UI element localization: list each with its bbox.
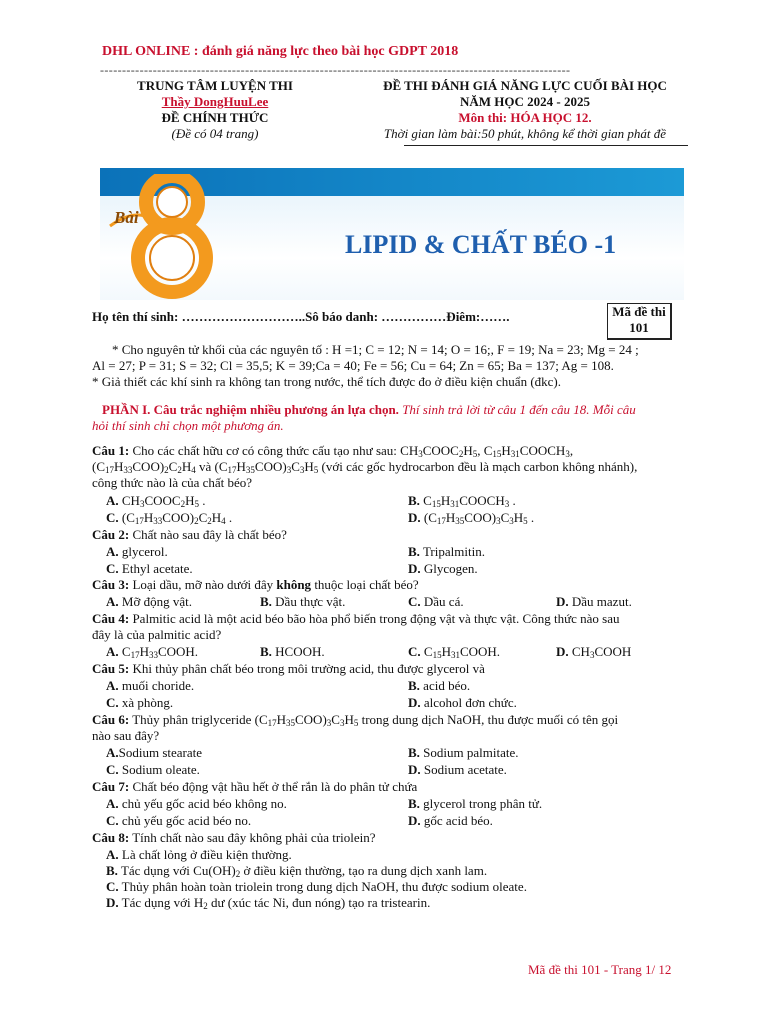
q4-option-b[interactable] <box>260 644 325 660</box>
question-1-line3: công thức nào là của chất béo? <box>92 475 253 490</box>
atomic-mass-line-1: * Cho nguyên tử khối của các nguyên tố : H =1; C = 12; N = 14; O = 16;, F = 19; Na = 23; Mg = 24 ; <box>112 342 639 357</box>
q2-option-d[interactable] <box>408 561 478 577</box>
gas-note: * Giả thiết các khí sinh ra không tan trong nước, thể tích được đo ở điều kiện chuẩn (đkc). <box>92 374 562 389</box>
opt-text: Sodium acetate. <box>423 762 507 777</box>
opt-letter: B. <box>106 863 118 878</box>
center-block <box>100 78 330 142</box>
opt-letter: B. <box>408 745 420 760</box>
q1-option-d[interactable]: D. $(C_{17}H_{35}COO)_3C_3H_5$ . <box>408 510 535 526</box>
opt-text: Là chất lỏng ở điều kiện thường. <box>121 847 292 862</box>
q6-text-2: trong dung dịch NaOH, thu được muối có tên gọi <box>361 712 619 727</box>
pages-note: (Đề có 04 trang) <box>171 126 259 141</box>
opt-letter: C. <box>408 594 421 609</box>
exam-code-box <box>607 303 672 340</box>
question-1-line2: $(C_{17}H_{33}COO)_2C_2H_4$ và $(C_{17}H_{35}COO)_3C_3H_5$ (với các gốc hydrocarbon đều là mạch carbon không nhánh), <box>92 459 638 475</box>
question-8 <box>92 830 376 846</box>
exam-code-value: 101 <box>629 320 649 335</box>
q5-option-b[interactable] <box>408 678 470 694</box>
q7-option-b[interactable] <box>408 796 542 812</box>
question-4-line2: đây là của palmitic acid? <box>92 627 222 642</box>
opt-text: Dầu thực vật. <box>275 594 346 609</box>
header-divider: ----------------------------------------------------------------------------------------------------------- <box>100 63 571 77</box>
q8-option-b[interactable]: B. Tác dụng với $Cu(OH)_2$ ở điều kiện thường, tạo ra dung dịch xanh lam. <box>106 863 488 879</box>
q8-option-c[interactable] <box>106 879 527 895</box>
opt-text: Thủy phân hoàn toàn triolein trong dung dịch NaOH, thu được sodium oleate. <box>121 879 527 894</box>
opt-letter: D. <box>408 762 421 777</box>
opt-letter: A. <box>106 493 119 508</box>
opt-letter: C. <box>106 510 119 525</box>
opt-letter: A. <box>106 644 119 659</box>
opt-letter: D. <box>556 644 569 659</box>
lesson-number-art <box>100 174 240 300</box>
opt-text: Sodium stearate <box>118 745 203 760</box>
official-label: ĐỀ CHÍNH THỨC <box>161 110 269 125</box>
question-7 <box>92 779 417 795</box>
question-3 <box>92 577 419 593</box>
q7-text: Chất béo động vật hầu hết ở thể rắn là do phân tử chứa <box>132 779 418 794</box>
teacher-name: Thầy DongHuuLee <box>161 94 269 109</box>
q8-option-d[interactable]: D. Tác dụng với $H_2$ dư (xúc tác Ni, đun nóng) tạo ra tristearin. <box>106 895 431 911</box>
opt-text-2: dư (xúc tác Ni, đun nóng) tạo ra tristearin. <box>211 895 431 910</box>
exam-block <box>360 78 690 142</box>
section-instruction-2: hỏi thí sinh chỉ chọn một phương án. <box>92 418 284 433</box>
lesson-title: LIPID & CHẤT BÉO -1 <box>345 230 617 259</box>
q1-option-b[interactable]: B. $C_{15}H_{31}COOCH_3$ . <box>408 493 516 509</box>
q5-option-a[interactable] <box>106 678 194 694</box>
q7-option-d[interactable] <box>408 813 493 829</box>
q6-option-c[interactable] <box>106 762 200 778</box>
question-4 <box>92 611 692 627</box>
q3-label: Câu 3: <box>92 577 130 592</box>
opt-letter: D. <box>408 561 421 576</box>
q7-label: Câu 7: <box>92 779 130 794</box>
opt-letter: C. <box>106 561 119 576</box>
opt-text: Sodium oleate. <box>121 762 200 777</box>
q1-text-2: (với các gốc hydrocarbon đều là mạch carbon không nhánh), <box>321 459 638 474</box>
q6-label: Câu 6: <box>92 712 130 727</box>
question-5 <box>92 661 485 677</box>
atomic-mass-line-2: Al = 27; P = 31; S = 32; Cl = 35,5; K = 39;Ca = 40; Fe = 56; Cu = 64; Zn = 65; Ba = 137; Ag = 108. <box>92 358 614 373</box>
q5-option-c[interactable] <box>106 695 173 711</box>
bai-label: Bài <box>114 208 139 227</box>
subject: Môn thi: HÓA HỌC 12. <box>458 110 592 125</box>
opt-text: HCOOH. <box>275 644 325 659</box>
opt-letter: C. <box>106 762 119 777</box>
opt-text: Dầu cá. <box>423 594 464 609</box>
q1-label: Câu 1: <box>92 443 130 458</box>
q1-and: và <box>198 459 212 474</box>
opt-text: Mỡ động vật. <box>121 594 192 609</box>
q4-label: Câu 4: <box>92 611 130 626</box>
q1-option-c[interactable]: C. $(C_{17}H_{33}COO)_2C_2H_4$ . <box>106 510 233 526</box>
q2-option-c[interactable] <box>106 561 193 577</box>
q6-option-a[interactable] <box>106 745 202 761</box>
section-title: PHẦN I. Câu trắc nghiệm nhiều phương án lựa chọn. <box>102 402 399 417</box>
opt-letter: A. <box>106 745 119 760</box>
opt-text: xà phòng. <box>121 695 174 710</box>
question-2 <box>92 527 287 543</box>
site-banner: DHL ONLINE : đánh giá năng lực theo bài học GDPT 2018 <box>102 44 459 59</box>
opt-letter: A. <box>106 847 119 862</box>
q3-option-c[interactable] <box>408 594 464 610</box>
q5-option-d[interactable] <box>408 695 517 711</box>
opt-letter: B. <box>408 796 420 811</box>
opt-text: glycerol trong phân tử. <box>423 796 543 811</box>
opt-letter: D. <box>408 695 421 710</box>
section-heading <box>102 402 636 418</box>
opt-letter: C. <box>106 879 119 894</box>
opt-letter: B. <box>408 678 420 693</box>
q3-emphasis: không <box>276 577 312 592</box>
q8-label: Câu 8: <box>92 830 130 845</box>
time-underline <box>404 145 688 146</box>
q7-option-a[interactable] <box>106 796 287 812</box>
question-1: Câu 1: Cho các chất hữu cơ có công thức cấu tạo như sau: $CH_3COOC_2H_5$, $C_{15}H_{31}COOCH_3$, <box>92 443 574 459</box>
opt-text: muối choride. <box>121 678 195 693</box>
opt-text: chủ yếu gốc acid béo không no. <box>121 796 287 811</box>
opt-letter: D. <box>408 510 421 525</box>
opt-text: Tác dụng với <box>121 895 191 910</box>
opt-letter: B. <box>260 644 272 659</box>
opt-text: Ethyl acetate. <box>121 561 193 576</box>
q4-option-a[interactable]: A. $C_{17}H_{33}COOH$. <box>106 644 199 660</box>
question-6: Câu 6: Thủy phân triglyceride $(C_{17}H_{35}COO)_3C_3H_5$ trong dung dịch NaOH, thu được muối có tên gọi <box>92 712 619 728</box>
q4-text: Palmitic acid là một acid béo bão hòa phổ biến trong động vật và thực vật. Công thức nào sau <box>132 611 620 626</box>
opt-letter: A. <box>106 796 119 811</box>
opt-text: acid béo. <box>423 678 471 693</box>
q2-label: Câu 2: <box>92 527 130 542</box>
opt-text-2: ở điều kiện thường, tạo ra dung dịch xanh lam. <box>243 863 488 878</box>
q8-text: Tính chất nào sau đây không phải của triolein? <box>132 830 376 845</box>
exam-code-label: Mã đề thi <box>612 304 666 319</box>
q3-text: Loại dầu, mỡ nào dưới đây <box>132 577 274 592</box>
question-6-line2: nào sau đây? <box>92 728 160 743</box>
q6-text: Thủy phân triglyceride <box>132 712 252 727</box>
opt-text: gốc acid béo. <box>423 813 493 828</box>
q2-option-a[interactable] <box>106 544 168 560</box>
opt-letter: D. <box>106 895 119 910</box>
q1-option-a[interactable]: A. $CH_3COOC_2H_5$ . <box>106 493 206 509</box>
opt-letter: A. <box>106 678 119 693</box>
opt-letter: C. <box>106 813 119 828</box>
q1-text: Cho các chất hữu cơ có công thức cấu tạo như sau: <box>132 443 397 458</box>
opt-letter: B. <box>408 544 420 559</box>
opt-letter: D. <box>556 594 569 609</box>
opt-letter: A. <box>106 594 119 609</box>
q6-option-d[interactable] <box>408 762 507 778</box>
opt-text: Dầu mazut. <box>571 594 632 609</box>
section-instruction: Thí sinh trả lời từ câu 1 đến câu 18. Mỗi câu <box>402 402 636 417</box>
page-footer: Mã đề thi 101 - Trang 1/ 12 <box>528 962 672 977</box>
opt-text: chủ yếu gốc acid béo no. <box>121 813 252 828</box>
q3-option-b[interactable] <box>260 594 345 610</box>
candidate-info-line: Họ tên thí sinh: ………………………..Sô báo danh: ……………Điêm:……. <box>92 309 510 324</box>
q5-text: Khi thủy phân chất béo trong môi trường acid, thu được glycerol và <box>132 661 485 676</box>
opt-letter: B. <box>260 594 272 609</box>
time-note: Thời gian làm bài:50 phút, không kể thời gian phát đề <box>383 126 667 141</box>
opt-text: Tác dụng với <box>120 863 190 878</box>
q8-option-a[interactable] <box>106 847 292 863</box>
q3-text-2: thuộc loại chất béo? <box>314 577 419 592</box>
q3-option-a[interactable] <box>106 594 192 610</box>
q7-option-c[interactable] <box>106 813 251 829</box>
exam-title: ĐỀ THI ĐÁNH GIÁ NĂNG LỰC CUỐI BÀI HỌC <box>383 78 667 93</box>
q2-option-b[interactable] <box>408 544 485 560</box>
lesson-banner <box>100 168 684 300</box>
opt-text: glycerol. <box>121 544 168 559</box>
school-year: NĂM HỌC 2024 - 2025 <box>460 94 590 109</box>
q2-text: Chất nào sau đây là chất béo? <box>132 527 287 542</box>
opt-letter: C. <box>106 695 119 710</box>
q4-option-d[interactable]: D. $CH_3COOH$ <box>556 644 632 660</box>
opt-letter: C. <box>408 644 421 659</box>
opt-text: Glycogen. <box>423 561 478 576</box>
q4-option-c[interactable]: C. $C_{15}H_{31}COOH$. <box>408 644 501 660</box>
opt-letter: B. <box>408 493 420 508</box>
opt-letter: A. <box>106 544 119 559</box>
q6-option-b[interactable] <box>408 745 519 761</box>
opt-letter: D. <box>408 813 421 828</box>
opt-text: Tripalmitin. <box>422 544 485 559</box>
center-name: TRUNG TÂM LUYỆN THI <box>137 78 293 93</box>
q5-label: Câu 5: <box>92 661 130 676</box>
opt-text: alcohol đơn chức. <box>423 695 517 710</box>
opt-text: Sodium palmitate. <box>423 745 519 760</box>
q3-option-d[interactable] <box>556 594 632 610</box>
